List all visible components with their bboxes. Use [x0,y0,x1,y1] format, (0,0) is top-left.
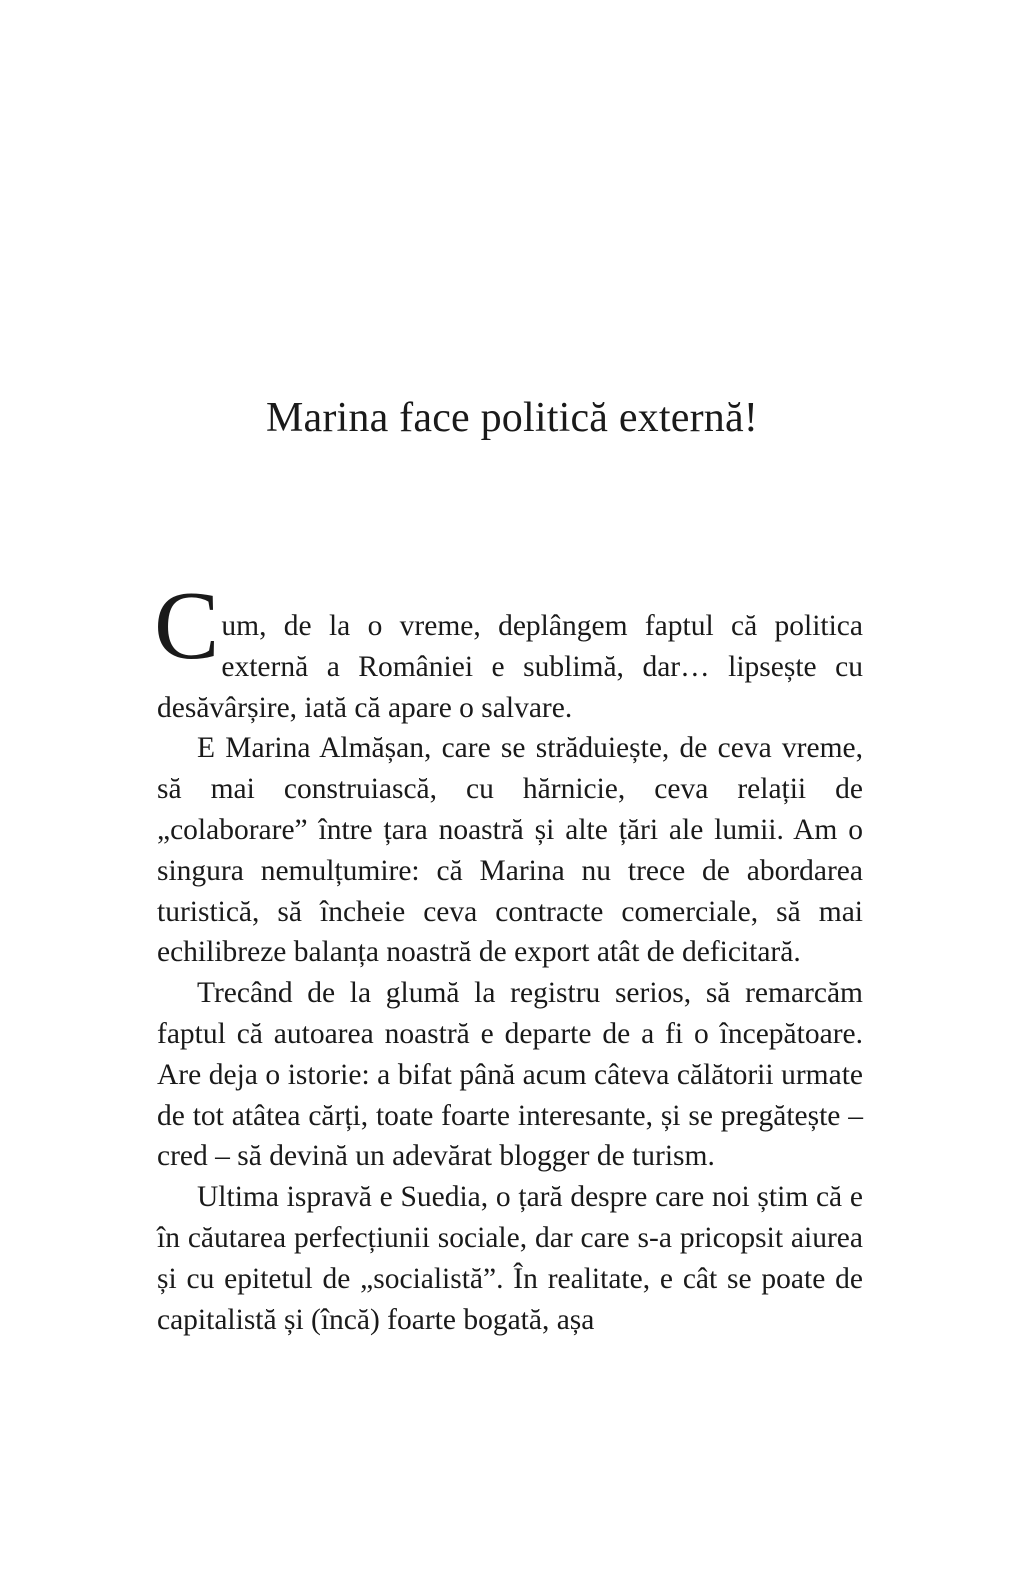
paragraph: E Marina Almășan, care se străduiește, de ceva vreme, să mai construiască, cu hărnicie, ceva relații de „colaborare” între țara noastră și alte țări ale lumii. Am o singura nemulțumire: că Marina nu trece de abordarea turistică, să încheie ceva contracte comerciale, să mai echilibreze balanța noastră de export atât de deficitară. [157,732,863,969]
paragraph [154,572,863,728]
page-title: Marina face politică externă! [265,395,759,441]
drop-cap: C [154,572,220,680]
body-text [154,572,863,1340]
paragraph-text: um, de la o vreme, deplângem faptul că politica externă a României e sublimă, dar… lipsește cu desăvârșire, iată că apare o salvare. [157,610,863,724]
paragraph: Ultima ispravă e Suedia, o țară despre care noi știm că e în căutarea perfecțiunii sociale, dar care s-a pricopsit aiurea și cu epitetul de „socialistă”. În realitate, e cât se poate de capitalistă și (încă) foarte bogată, așa [157,1181,863,1336]
paragraph: Trecând de la glumă la registru serios, să remarcăm faptul că autoarea noastră e departe de a fi o începătoare. Are deja o istorie: a bifat până acum câteva călătorii urmate de tot atâtea cărți, toate foarte interesante, și se pregătește – cred – să devină un adevărat blogger de turism. [157,977,863,1173]
